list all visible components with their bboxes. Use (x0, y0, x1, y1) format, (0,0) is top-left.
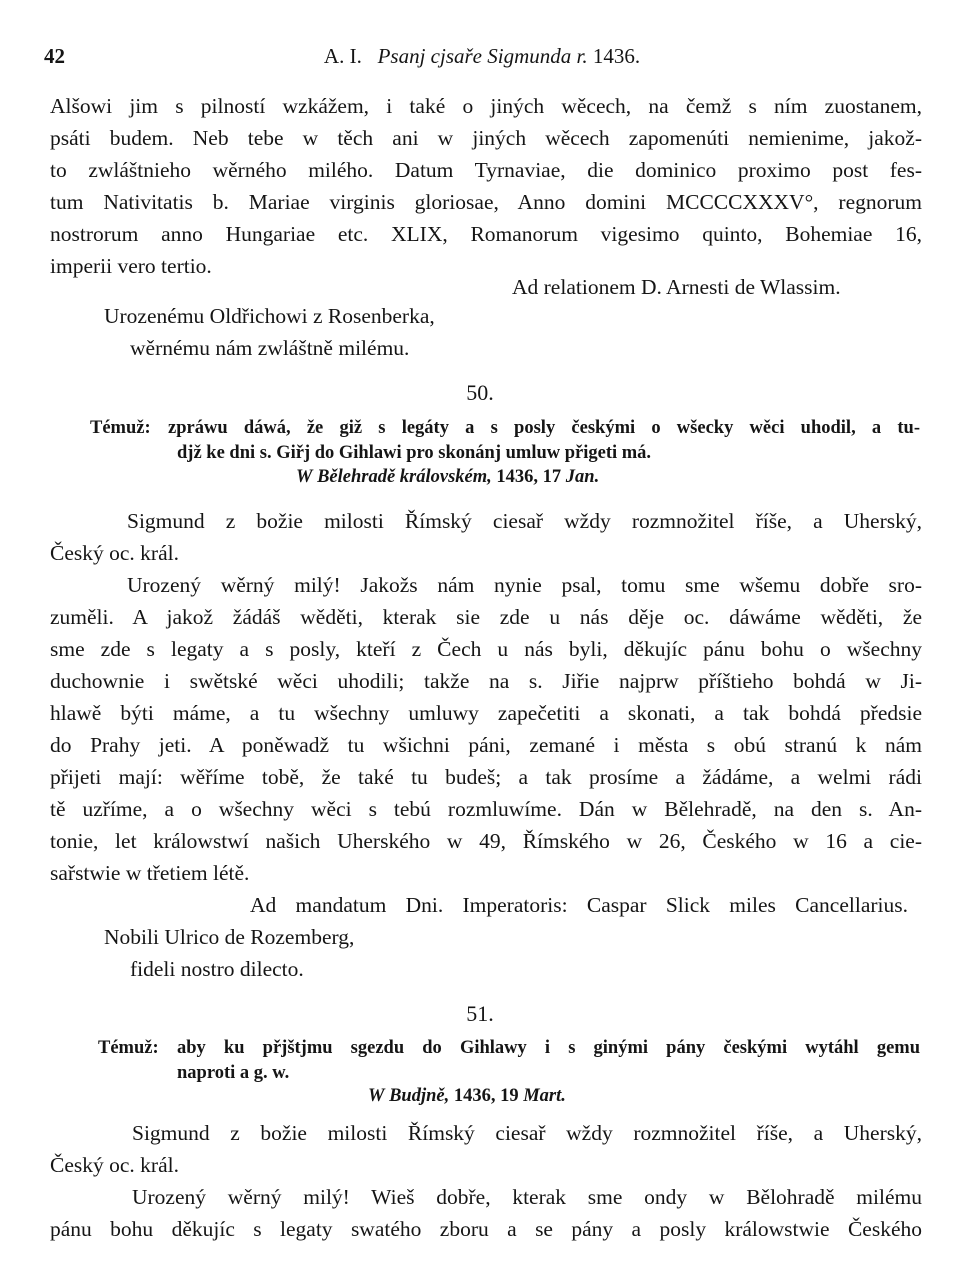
salutation-line: Český oc. král. (50, 541, 179, 565)
series-label: A. I. (323, 44, 362, 68)
address-line: wěrnému nám zwláštně milému. (130, 336, 410, 360)
relation-note: Ad relationem D. Arnesti de Wlassim. (512, 275, 841, 299)
date-month: Mart. (523, 1086, 566, 1106)
place-prefix: W (296, 467, 313, 487)
text-line: tě uzříme, a o wšechny wěci s tebú rozmluwíme. Dán w Bělehradě, na den s. An- (50, 797, 922, 821)
date-year: 1436, (453, 1086, 496, 1106)
running-title-text: Psanj cjsaře Sigmunda r. (377, 44, 588, 68)
place-date (368, 1086, 566, 1107)
text-line: tonie, let králowstwí našich Uherského w 49, Římského w 26, Českého w 16 a cie- (50, 829, 922, 853)
text-line: Urozený wěrný milý! Jakožs nám nynie psal, tomu sme wšemu dobře sro- (127, 573, 922, 597)
regest-line: aby ku přjštjmu sgezdu do Gihlawy i s ginými pány českými wytáhl gemu (177, 1038, 920, 1058)
address-line: Nobili Ulrico de Rozemberg, (104, 925, 355, 949)
text-line: nostrorum anno Hungariae etc. XLIX, Romanorum vigesimo quinto, Bohemiae 16, (50, 222, 922, 246)
place-name: Budjně, (389, 1086, 450, 1106)
regest-line: zpráwu dáwá, že giž s legáty a s posly českými o wšecky wěci uhodil, a tu- (168, 418, 920, 438)
running-title-year: 1436. (592, 44, 641, 68)
regest-line: djž ke dni s. Giřj do Gihlawi pro skonánj umluw přigeti má. (177, 443, 652, 463)
place-prefix: W (368, 1086, 385, 1106)
text-line: zuměli. A jakož žádáš wěděti, kterak sie zde u nás děje oc. dáwáme wěděti, že (50, 605, 922, 629)
letter-number: 51. (466, 1001, 494, 1026)
text-line: sme zde s legaty a s posly, kteří z Čech u nás byli, děkujíc pánu bohu o wšechny (50, 637, 922, 661)
text-line: duchownie i swětské wěci uhodili; takže na s. Jiřie najprw příštieho bohdá w Ji- (50, 669, 922, 693)
date-day: 17 (542, 467, 562, 487)
text-line: hlawě býti máme, a tu wšechny umluwy zapečetiti a skonati, a tak bohdá předsie (50, 701, 922, 725)
address-line: fideli nostro dilecto. (130, 957, 304, 981)
letter-number: 50. (466, 380, 494, 405)
text-line: tum Nativitatis b. Mariae virginis gloriosae, Anno domini MCCCCXXXV°, regnorum (50, 190, 922, 214)
salutation-line: Sigmund z božie milosti Římský ciesař wždy rozmnožitel říše, a Uherský, (127, 509, 922, 533)
date-year: 1436, (496, 467, 539, 487)
text-line: Urozený wěrný milý! Wieš dobře, kterak sme ondy w Bělohradě milému (132, 1185, 922, 1209)
text-line: psáti budem. Neb tebe w těch ani w jiných wěcech zapomenúti nemienime, jakož- (50, 126, 922, 150)
salutation-line: Sigmund z božie milosti Římský ciesař wždy rozmnožitel říše, a Uherský, (132, 1121, 922, 1145)
text-line: přijeti mají: wěříme tobě, že také tu budeš; a tak prosíme a žádáme, a welmi rádi (50, 765, 922, 789)
running-title (44, 44, 920, 69)
salutation-line: Český oc. král. (50, 1153, 179, 1177)
running-header (44, 44, 920, 76)
regest-label: Témuž: (98, 1038, 159, 1058)
text-line: imperii vero tertio. (50, 254, 212, 278)
date-month: Jan. (565, 467, 600, 487)
text-line: pánu bohu děkujíc s legaty swatého zboru a se pány a posly králowstwie Českého (50, 1217, 922, 1241)
regest-label: Témuž: (90, 418, 151, 438)
place-name: Bělehradě královském, (317, 467, 492, 487)
text-line: sařstwie w třetiem létě. (50, 861, 250, 885)
regest-line: naproti a g. w. (177, 1063, 290, 1083)
text-line: Alšowi jim s pilností wzkážem, i také o jiných wěcech, na čemž s ním zuostanem, (50, 94, 922, 118)
page-number: 42 (44, 44, 65, 68)
text-line: to zwláštnieho wěrného milého. Datum Tyrnaviae, die dominico proximo post fes- (50, 158, 922, 182)
text-line: do Prahy jeti. A poněwadž tu wšichni páni, zemané i města s obú stranú k nám (50, 733, 922, 757)
mandatum-note: Ad mandatum Dni. Imperatoris: Caspar Slick miles Cancellarius. (250, 893, 908, 917)
place-date (296, 467, 599, 488)
address-line: Urozenému Oldřichowi z Rosenberka, (104, 304, 435, 328)
date-day: 19 (500, 1086, 519, 1106)
